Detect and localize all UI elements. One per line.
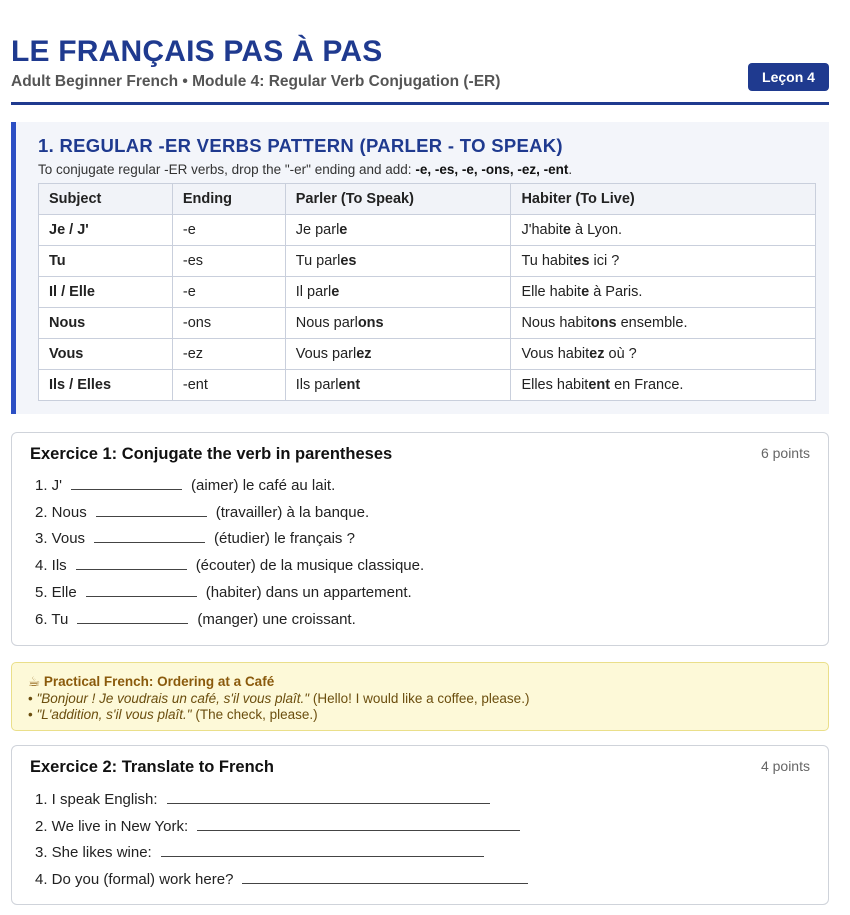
page-subtitle: Adult Beginner French • Module 4: Regular Verb Conjugation (-ER) — [11, 73, 501, 90]
verb-ending: e — [581, 284, 590, 300]
habiter-cell — [511, 370, 816, 401]
coffee-icon: ☕ — [28, 674, 41, 689]
answer-blank[interactable] — [76, 557, 187, 570]
exercise-item — [35, 504, 369, 521]
verb-stem: Elle habit — [521, 284, 582, 300]
verb-ending: ons — [357, 315, 384, 331]
verb-ending: e — [562, 222, 571, 238]
item-prompt: 4. Do you (formal) work here? — [35, 871, 234, 888]
ending-cell: -ent — [172, 370, 285, 401]
sentence-rest: à Paris. — [589, 284, 643, 300]
exercise-item — [35, 818, 529, 835]
table-row — [39, 339, 816, 370]
exercise-item — [35, 584, 412, 601]
tip-title-text: Practical French: Ordering at a Café — [43, 674, 275, 689]
item-suffix: (manger) une croissant. — [197, 611, 356, 628]
verb-ending: ent — [588, 377, 611, 393]
tip-line — [28, 691, 529, 706]
exercise-title: Exercice 1: Conjugate the verb in parentheses — [30, 445, 393, 463]
ending-cell: -e — [172, 277, 285, 308]
habiter-cell — [511, 308, 816, 339]
parler-cell — [285, 308, 511, 339]
intro-period: . — [568, 162, 573, 177]
answer-blank[interactable] — [96, 504, 207, 517]
column-header: Parler (To Speak) — [285, 184, 511, 215]
verb-stem: J'habit — [521, 222, 563, 238]
table-row — [39, 370, 816, 401]
subject-cell: Je / J' — [39, 215, 173, 246]
french-phrase: "L'addition, s'il vous plaît." — [36, 707, 192, 722]
item-prefix: 6. Tu — [35, 611, 69, 628]
exercise-1-card — [11, 432, 829, 646]
verb-ending: e — [331, 284, 340, 300]
item-suffix: (écouter) de la musique classique. — [195, 557, 425, 574]
sentence-rest: en France. — [610, 377, 684, 393]
item-prompt: 2. We live in New York: — [35, 818, 189, 835]
verb-stem: Elles habit — [521, 377, 589, 393]
sentence-rest: ensemble. — [616, 315, 688, 331]
exercise-2-card — [11, 745, 829, 905]
verb-stem: Nous parl — [295, 315, 358, 331]
subject-cell: Vous — [39, 339, 173, 370]
item-prefix: 4. Ils — [35, 557, 67, 574]
habiter-cell — [511, 215, 816, 246]
cafe-tip-box — [11, 662, 829, 731]
column-header: Subject — [39, 184, 173, 215]
parler-cell — [285, 215, 511, 246]
verb-ending: ez — [589, 346, 605, 362]
answer-blank[interactable] — [197, 818, 520, 831]
answer-blank[interactable] — [242, 871, 528, 884]
bullet: • — [28, 691, 33, 706]
answer-blank[interactable] — [167, 791, 490, 804]
item-prefix: 1. J' — [35, 477, 63, 494]
item-prompt: 3. She likes wine: — [35, 844, 152, 861]
verb-stem: Ils parl — [295, 377, 339, 393]
table-row — [39, 308, 816, 339]
sentence-rest: ici ? — [589, 253, 620, 269]
habiter-cell — [511, 277, 816, 308]
intro-text: To conjugate regular -ER verbs, drop the "-er" ending and add: — [38, 162, 412, 177]
verb-stem: Il parl — [295, 284, 332, 300]
exercise-item — [35, 557, 424, 574]
item-suffix: (étudier) le français ? — [214, 530, 355, 547]
exercise-points: 6 points — [760, 445, 810, 461]
item-prefix: 5. Elle — [35, 584, 77, 601]
subject-cell: Tu — [39, 246, 173, 277]
column-header: Ending — [172, 184, 285, 215]
table-row — [39, 246, 816, 277]
section-intro — [38, 162, 572, 177]
parler-cell — [285, 370, 511, 401]
exercise-title: Exercice 2: Translate to French — [30, 758, 274, 776]
verb-ending: ez — [356, 346, 372, 362]
bullet: • — [28, 707, 33, 722]
sentence-rest: où ? — [604, 346, 637, 362]
conjugation-table — [38, 183, 816, 401]
tip-line — [28, 707, 318, 722]
ending-cell: -ons — [172, 308, 285, 339]
intro-endings: -e, -es, -e, -ons, -ez, -ent — [415, 162, 569, 177]
tip-title — [28, 674, 274, 690]
exercise-item — [35, 791, 499, 808]
verb-stem: Vous habit — [521, 346, 590, 362]
exercise-item — [35, 530, 355, 547]
page-title: LE FRANÇAIS PAS À PAS — [11, 35, 383, 68]
verb-pattern-section — [11, 122, 829, 414]
answer-blank[interactable] — [71, 477, 182, 490]
habiter-cell — [511, 246, 816, 277]
verb-stem: Vous parl — [295, 346, 357, 362]
habiter-cell — [511, 339, 816, 370]
subject-cell: Ils / Elles — [39, 370, 173, 401]
answer-blank[interactable] — [94, 530, 205, 543]
item-prefix: 3. Vous — [35, 530, 86, 547]
verb-ending: e — [339, 222, 348, 238]
verb-stem: Je parl — [295, 222, 340, 238]
verb-ending: es — [340, 253, 357, 269]
verb-stem: Tu parl — [295, 253, 341, 269]
ending-cell: -ez — [172, 339, 285, 370]
item-suffix: (aimer) le café au lait. — [191, 477, 336, 494]
page-header — [11, 35, 829, 105]
item-suffix: (habiter) dans un appartement. — [205, 584, 412, 601]
parler-cell — [285, 277, 511, 308]
sentence-rest: à Lyon. — [570, 222, 623, 238]
item-prefix: 2. Nous — [35, 504, 87, 521]
lesson-badge: Leçon 4 — [748, 63, 829, 91]
table-row — [39, 277, 816, 308]
exercise-item — [35, 844, 493, 861]
item-suffix: (travailler) à la banque. — [215, 504, 370, 521]
exercise-item — [35, 871, 537, 888]
french-phrase: "Bonjour ! Je voudrais un café, s'il vous plaît." — [36, 691, 310, 706]
answer-blank[interactable] — [161, 844, 484, 857]
ending-cell: -e — [172, 215, 285, 246]
column-header: Habiter (To Live) — [511, 184, 816, 215]
answer-blank[interactable] — [77, 611, 188, 624]
exercise-item — [35, 611, 356, 628]
parler-cell — [285, 246, 511, 277]
english-translation: (Hello! I would like a coffee, please.) — [312, 691, 530, 706]
verb-stem: Tu habit — [521, 253, 574, 269]
exercise-item — [35, 477, 335, 494]
subject-cell: Il / Elle — [39, 277, 173, 308]
verb-ending: ons — [590, 315, 617, 331]
exercise-points: 4 points — [760, 758, 810, 774]
section-heading: 1. REGULAR -ER VERBS PATTERN (PARLER - TO SPEAK) — [38, 135, 563, 156]
answer-blank[interactable] — [86, 584, 197, 597]
verb-ending: es — [573, 253, 590, 269]
item-prompt: 1. I speak English: — [35, 791, 158, 808]
english-translation: (The check, please.) — [195, 707, 318, 722]
verb-stem: Nous habit — [521, 315, 591, 331]
parler-cell — [285, 339, 511, 370]
subject-cell: Nous — [39, 308, 173, 339]
verb-ending: ent — [338, 377, 361, 393]
table-row — [39, 215, 816, 246]
ending-cell: -es — [172, 246, 285, 277]
table-header-row — [39, 184, 816, 215]
